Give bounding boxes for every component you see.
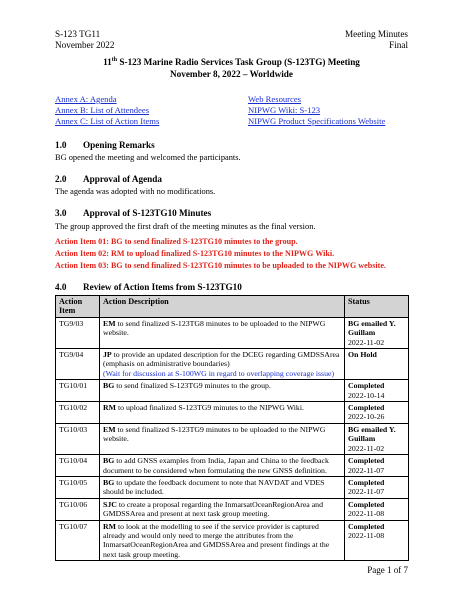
table-header-row <box>56 296 409 318</box>
header-doc-type: Meeting Minutes <box>344 29 408 39</box>
action-description-cell <box>100 455 345 477</box>
description-text: to send finalized S-123TG9 minutes to be uploaded to the NIPWG website. <box>103 424 326 444</box>
assignee: EM <box>103 318 116 328</box>
action-description-cell <box>100 380 345 402</box>
section-heading-1 <box>55 140 155 150</box>
description-note: (Wait for discussion at S-100WG in regard to overlapping coverage issue) <box>103 368 335 378</box>
status-cell <box>345 402 409 424</box>
status-text: Completed <box>348 381 385 391</box>
status-cell <box>345 476 409 498</box>
status-text: Completed <box>348 477 385 487</box>
page-number: Page 1 of 7 <box>367 565 408 575</box>
action-description-cell <box>100 349 345 380</box>
status-cell <box>345 520 409 561</box>
status-cell <box>345 317 409 348</box>
title-date-line: November 8, 2022 – Worldwide <box>170 68 293 79</box>
section-1-text: BG opened the meeting and welcomed the participants. <box>55 153 241 162</box>
table-row <box>56 520 409 561</box>
table-row <box>56 498 409 520</box>
assignee: SJC <box>103 499 117 509</box>
action-description-cell <box>100 520 345 561</box>
table-row <box>56 380 409 402</box>
section-title: Approval of S-123TG10 Minutes <box>83 208 212 218</box>
status-date: 2022-11-02 <box>348 443 385 453</box>
action-item-03: Action Item 03: BG to send finalized S-123TG10 minutes to be uploaded to the NIPWG website. <box>55 261 386 270</box>
action-items-table <box>55 295 409 561</box>
section-title: Opening Remarks <box>83 140 155 150</box>
status-cell <box>345 498 409 520</box>
status-text: BG emailed Y. Guillam <box>348 424 396 444</box>
section-2-text: The agenda was adopted with no modifications. <box>55 187 216 196</box>
description-text: to provide an updated description for the DCEG regarding GMDSSArea (emphasis on administrative boundaries) <box>103 350 340 369</box>
assignee: BG <box>103 456 115 466</box>
action-description-cell <box>100 423 345 454</box>
status-date: 2022-11-08 <box>348 509 385 519</box>
assignee: RM <box>103 403 116 413</box>
link-annex-b[interactable]: Annex B: List of Attendees <box>55 105 150 115</box>
section-number: 3.0 <box>55 208 67 218</box>
column-header-action-item: Action Item <box>56 296 100 318</box>
assignee: BG <box>103 381 115 391</box>
action-description-cell <box>100 498 345 520</box>
description-text: to update the feedback document to note that NAVDAT and VDES should be included. <box>103 477 325 497</box>
section-number: 2.0 <box>55 174 67 184</box>
status-date: 2022-11-08 <box>348 530 385 540</box>
status-text: On Hold <box>348 350 377 360</box>
section-heading-4 <box>55 282 242 292</box>
status-date: 2022-11-07 <box>348 465 385 475</box>
status-date: 2022-10-14 <box>348 390 385 400</box>
section-heading-2 <box>55 174 162 184</box>
description-text: to send finalized S-123TG8 minutes to be uploaded to the NIPWG website. <box>103 318 326 338</box>
link-annex-c[interactable]: Annex C: List of Action Items <box>55 116 160 126</box>
status-text: Completed <box>348 499 385 509</box>
link-nipwg-product-specs[interactable]: NIPWG Product Specifications Website <box>248 116 386 126</box>
annex-links <box>55 94 159 127</box>
action-id-cell: TG10/04 <box>56 455 100 477</box>
header-doc-id: S-123 TG11 <box>55 29 101 39</box>
table-row <box>56 402 409 424</box>
action-id-cell: TG10/07 <box>56 520 100 561</box>
status-cell <box>345 380 409 402</box>
action-description-cell <box>100 317 345 348</box>
action-item-01: Action Item 01: BG to send finalized S-123TG10 minutes to the group. <box>55 237 298 246</box>
link-web-resources[interactable]: Web Resources <box>248 94 302 104</box>
column-header-status: Status <box>345 296 409 318</box>
page-header-right <box>345 29 408 51</box>
status-text: BG emailed Y. Guillam <box>348 318 396 338</box>
table-row <box>56 476 409 498</box>
action-id-cell: TG10/06 <box>56 498 100 520</box>
assignee: BG <box>103 477 115 487</box>
status-text: Completed <box>348 521 385 531</box>
action-id-cell: TG10/01 <box>56 380 100 402</box>
section-heading-3 <box>55 208 211 218</box>
section-title: Review of Action Items from S-123TG10 <box>83 282 242 292</box>
assignee: EM <box>103 424 116 434</box>
action-id-cell: TG10/05 <box>56 476 100 498</box>
action-description-cell <box>100 402 345 424</box>
table-row <box>56 455 409 477</box>
action-id-cell: TG10/02 <box>56 402 100 424</box>
assignee: JP <box>103 350 112 360</box>
description-text: to send finalized S-123TG9 minutes to the group. <box>114 381 271 391</box>
section-title: Approval of Agenda <box>83 174 162 184</box>
link-nipwg-wiki[interactable]: NIPWG Wiki: S-123 <box>248 105 321 115</box>
assignee: RM <box>103 521 116 531</box>
table-row <box>56 423 409 454</box>
action-description-cell <box>100 476 345 498</box>
status-cell <box>345 423 409 454</box>
action-id-cell: TG9/03 <box>56 317 100 348</box>
action-id-cell: TG9/04 <box>56 349 100 380</box>
section-number: 4.0 <box>55 282 67 292</box>
description-text: to upload finalized S-123TG9 minutes to the NIPWG Wiki. <box>116 403 304 413</box>
title-text: S-123 Marine Radio Services Task Group (S-123TG) Meeting <box>117 57 360 67</box>
action-item-02: Action Item 02: RM to upload finalized S-123TG10 minutes to the NIPWG Wiki. <box>55 249 335 258</box>
page-header-left <box>55 29 114 51</box>
header-status: Final <box>389 40 408 50</box>
status-text: Completed <box>348 456 385 466</box>
document-title <box>55 57 408 80</box>
title-ordinal-suffix: th <box>111 56 118 63</box>
header-date: November 2022 <box>55 40 115 50</box>
status-cell <box>345 455 409 477</box>
table-row <box>56 317 409 348</box>
title-ordinal: 11 <box>103 57 112 67</box>
description-text: to look at the modelling to see if the service provider is captured already and would only need to merge the attributes from the InmarsatOceanRegionArea and GMDSSArea and present findings at the next task group meeting. <box>103 521 330 559</box>
status-date: 2022-11-02 <box>348 337 385 347</box>
status-date: 2022-11-07 <box>348 487 385 497</box>
description-text: to add GNSS examples from India, Japan and China to the feedback document to be considered when formulating the new GNSS definition. <box>103 456 329 475</box>
section-number: 1.0 <box>55 140 67 150</box>
action-id-cell: TG10/03 <box>56 423 100 454</box>
column-header-action-description: Action Description <box>100 296 345 318</box>
link-annex-a[interactable]: Annex A: Agenda <box>55 94 117 104</box>
status-cell <box>345 349 409 380</box>
status-text: Completed <box>348 403 385 413</box>
description-text: to create a proposal regarding the InmarsatOceanRegionArea and GMDSSArea and present at next task group meeting. <box>103 499 323 519</box>
web-resource-links <box>248 94 385 127</box>
section-3-text: The group approved the first draft of the meeting minutes as the final version. <box>55 222 316 231</box>
status-date: 2022-10-26 <box>348 412 385 422</box>
table-row <box>56 349 409 380</box>
